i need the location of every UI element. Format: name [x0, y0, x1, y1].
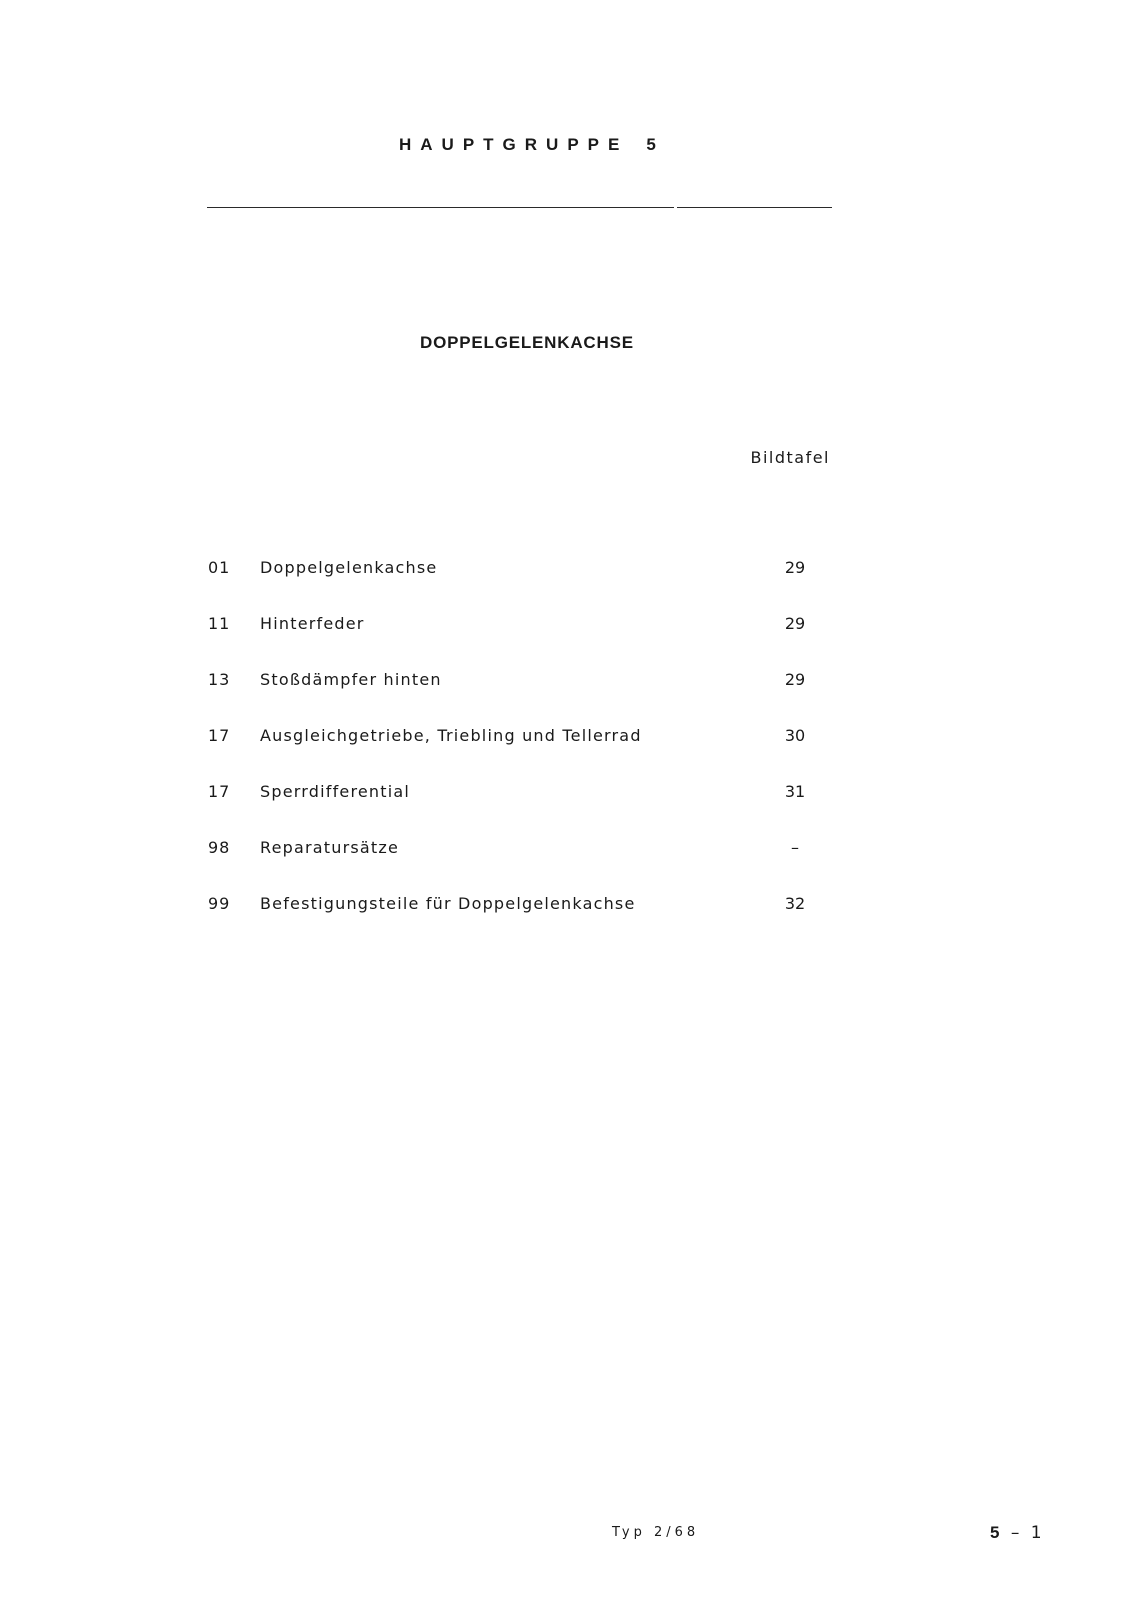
toc-code: 11 — [208, 614, 231, 633]
toc-plate: 31 — [784, 782, 806, 801]
toc-plate: 29 — [784, 670, 806, 689]
toc-label: Sperrdifferential — [260, 782, 411, 801]
toc-code: 17 — [208, 782, 231, 801]
toc-label: Befestigungsteile für Doppelgelenkachse — [260, 894, 636, 913]
toc-row — [0, 894, 1133, 924]
toc-row — [0, 838, 1133, 868]
toc-label: Stoßdämpfer hinten — [260, 670, 442, 689]
toc-row — [0, 726, 1133, 756]
toc-code: 17 — [208, 726, 231, 745]
toc-row — [0, 558, 1133, 588]
heading-rule-right — [677, 207, 832, 208]
group-heading-number: 5 — [646, 135, 656, 154]
toc-code: 99 — [208, 894, 231, 913]
heading-rule-left — [207, 207, 674, 208]
toc-row — [0, 670, 1133, 700]
toc-code: 98 — [208, 838, 231, 857]
toc-label: Doppelgelenkachse — [260, 558, 438, 577]
footer-page-separator: – — [1010, 1523, 1023, 1543]
footer-type-label: Typ 2/68 — [612, 1525, 700, 1540]
toc-plate: 29 — [784, 614, 806, 633]
toc-row — [0, 614, 1133, 644]
toc-plate: – — [791, 838, 799, 857]
toc-plate: 30 — [784, 726, 806, 745]
toc-label: Hinterfeder — [260, 614, 365, 633]
toc-label: Ausgleichgetriebe, Triebling und Tellerrad — [260, 726, 642, 745]
group-heading-label: HAUPTGRUPPE — [399, 135, 629, 154]
footer-page-group: 5 — [990, 1523, 1003, 1542]
toc-code: 01 — [208, 558, 231, 577]
toc-plate: 32 — [784, 894, 806, 913]
footer-page-number — [990, 1523, 1045, 1543]
group-heading — [399, 135, 656, 155]
toc-plate: 29 — [784, 558, 806, 577]
footer-page-index: 1 — [1030, 1523, 1045, 1543]
toc-code: 13 — [208, 670, 231, 689]
toc-row — [0, 782, 1133, 812]
plate-column-header: Bildtafel — [750, 448, 830, 467]
toc-label: Reparatursätze — [260, 838, 400, 857]
section-title: DOPPELGELENKACHSE — [420, 333, 634, 352]
